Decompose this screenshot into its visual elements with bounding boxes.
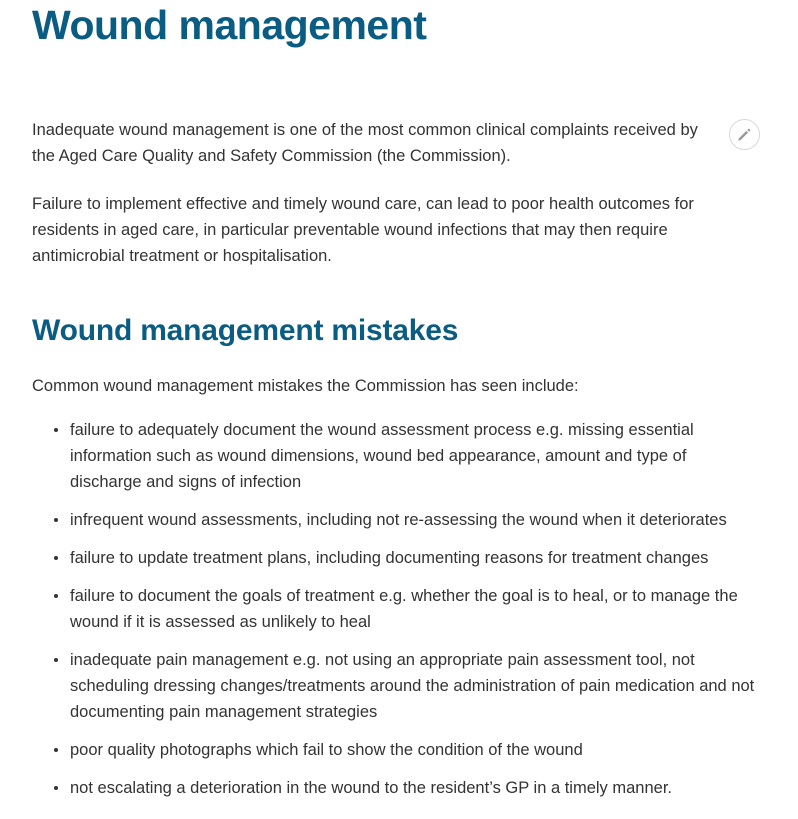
list-item-text: failure to update treatment plans, including documenting reasons for treatment changes — [70, 549, 709, 567]
list-item — [32, 545, 760, 571]
bullet-marker-icon — [54, 518, 58, 522]
mistakes-list — [32, 417, 766, 801]
list-item-text: inadequate pain management e.g. not using an appropriate pain assessment tool, not scheduling dressing changes/treatments around the administration of pain medication and not documenting pain management strategies — [70, 651, 755, 721]
list-item-text: failure to document the goals of treatment e.g. whether the goal is to heal, or to manage the wound if it is assessed as unlikely to heal — [70, 587, 738, 631]
spacer-paragraphs — [32, 169, 766, 191]
spacer-title-body — [32, 50, 766, 117]
spacer-heading-lead — [32, 351, 766, 373]
list-item-text: failure to adequately document the wound assessment process e.g. missing essential information such as wound dimensions, wound bed appearance, amount and type of discharge and signs of infection — [70, 421, 694, 491]
list-item — [32, 737, 760, 763]
list-item — [32, 583, 760, 635]
intro-paragraph-2: Failure to implement effective and timely wound care, can lead to poor health outcomes for residents in aged care, in particular preventable wound infections that may then require antimicrobial treatment or hospitalisation. — [32, 195, 694, 265]
bullet-marker-icon — [54, 428, 58, 432]
list-item-text: infrequent wound assessments, including not re-assessing the wound when it deteriorates — [70, 511, 727, 529]
list-item — [32, 417, 760, 495]
section-heading-mistakes: Wound management mistakes — [32, 314, 459, 347]
bullet-marker-icon — [54, 786, 58, 790]
bullet-marker-icon — [54, 556, 58, 560]
list-item — [32, 775, 760, 801]
bullet-marker-icon — [54, 748, 58, 752]
intro-paragraph-1: Inadequate wound management is one of the most common clinical complaints received by the Aged Care Quality and Safety Commission (the Commission). — [32, 121, 698, 165]
bullet-marker-icon — [54, 594, 58, 598]
spacer-before-section — [32, 269, 766, 311]
edit-button[interactable] — [729, 119, 760, 150]
pencil-icon — [736, 126, 753, 143]
list-item-text: not escalating a deterioration in the wound to the resident’s GP in a timely manner. — [70, 779, 673, 797]
list-item-text: poor quality photographs which fail to show the condition of the wound — [70, 741, 583, 759]
section-lead-text: Common wound management mistakes the Commission has seen include: — [32, 377, 579, 395]
list-item — [32, 507, 760, 533]
page-title: Wound management — [32, 2, 427, 48]
list-item — [32, 647, 760, 725]
bullet-marker-icon — [54, 658, 58, 662]
spacer-lead-list — [32, 399, 766, 417]
